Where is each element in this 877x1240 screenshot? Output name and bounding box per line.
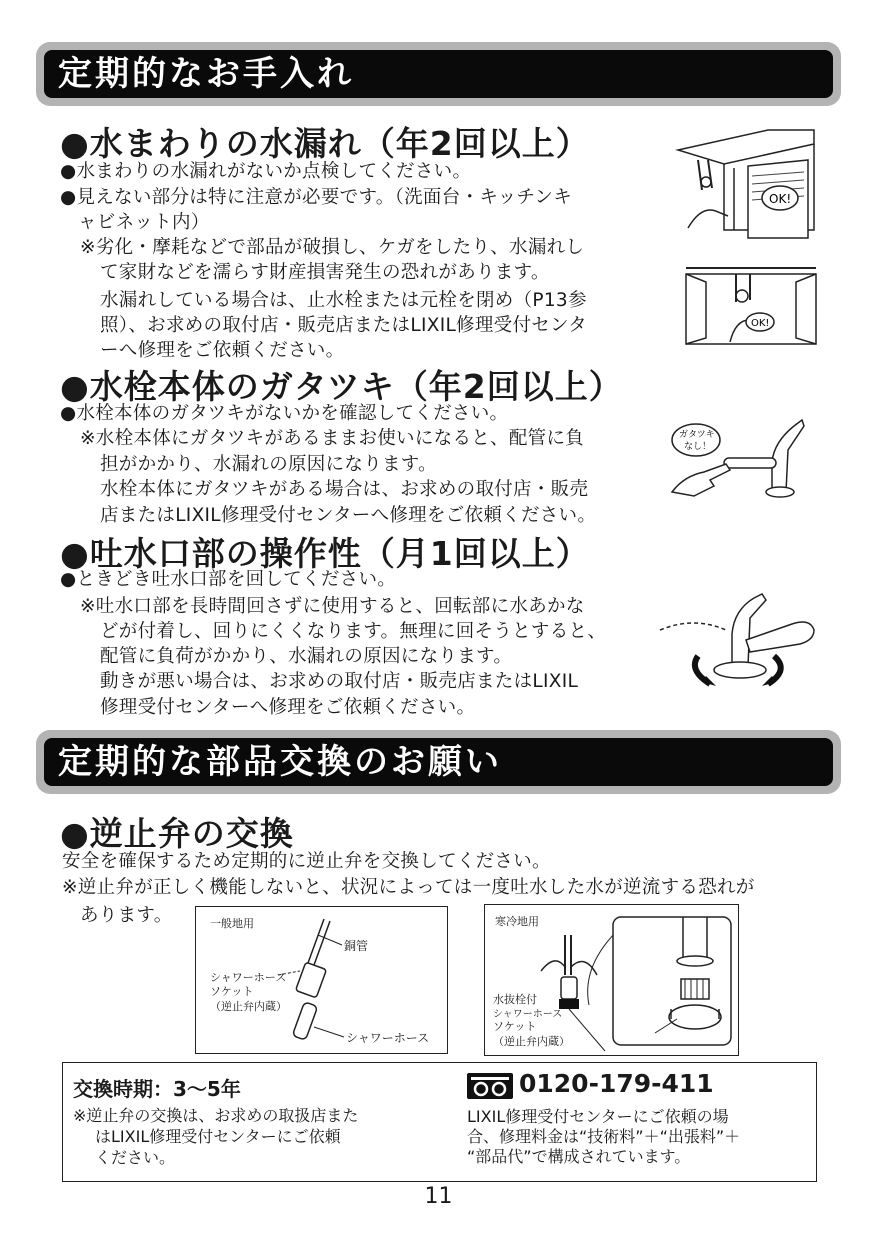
text-line: 照）、お求めの取付店・販売店またはLIXIL修理受付センタ <box>100 315 587 336</box>
figure-general-use <box>195 906 448 1054</box>
phone-note-line: 合、修理料金は“技術料”＋“出張料”＋ <box>467 1127 741 1146</box>
pipe-label: 銅管 <box>344 939 369 953</box>
text-line: て家財などを濡らす財産損害発生の恐れがあります。 <box>100 262 550 283</box>
text-line: 水栓本体にガタツキがある場合は、お求めの取付店・販売 <box>100 479 589 500</box>
bubble-label: なし！ <box>684 442 712 452</box>
text-line: ※吐水口部を長時間回さずに使用すると、回転部に水あかな <box>80 596 585 617</box>
text-line: ●水まわりの水漏れがないか点検してください。 <box>60 161 472 182</box>
section-title: 定期的な部品交換のお願い <box>44 738 833 786</box>
text-line: ●水栓本体のガタツキがないかを確認してください。 <box>60 403 509 424</box>
text-line: 修理受付センターへ修理をご依頼ください。 <box>100 697 476 718</box>
period-note-line: ※逆止弁の交換は、お求めの取扱店また <box>73 1106 359 1125</box>
section-banner-maintenance <box>36 42 841 106</box>
replacement-info-box <box>62 1062 817 1182</box>
cabinet-open-illustration <box>676 262 826 352</box>
bubble-label: ガタツキ <box>679 430 715 440</box>
text-line: 配管に負荷がかかり、水漏れの原因になります。 <box>100 646 513 667</box>
cabinet-check-illustration <box>668 120 818 248</box>
section-banner-parts-replacement <box>36 730 841 794</box>
text-line: ●見えない部分は特に注意が必要です。（洗面台・キッチンキ <box>60 187 573 208</box>
period-note-line: ください。 <box>95 1148 176 1167</box>
page-number: 11 <box>424 1184 453 1209</box>
phone-number: 0120-179-411 <box>519 1069 714 1098</box>
hose-label: シャワーホース <box>346 1031 430 1045</box>
text-line: 担がかかり、水漏れの原因になります。 <box>100 454 437 475</box>
socket-label: ソケット <box>210 985 254 998</box>
section-title: 定期的なお手入れ <box>44 50 833 98</box>
text-line: ※水栓本体にガタツキがあるままお使いになると、配管に負 <box>80 428 585 449</box>
socket-label: 水抜栓付 <box>493 993 537 1006</box>
text-line: 安全を確保するため定期的に逆止弁を交換してください。 <box>62 851 551 872</box>
text-line: 動きが悪い場合は、お求めの取付店・販売店またはLIXIL <box>100 671 579 692</box>
ok-label: OK! <box>751 318 770 329</box>
figure-title: 寒冷地用 <box>495 915 539 928</box>
socket-label: ソケット <box>493 1020 537 1033</box>
socket-label: （逆止弁内蔵） <box>210 1000 287 1013</box>
period-note-line: はLIXIL修理受付センターにご依頼 <box>95 1127 341 1146</box>
free-dial-icon <box>467 1073 513 1099</box>
text-line: あります。 <box>80 905 173 926</box>
spout-rotation-illustration <box>654 586 824 696</box>
socket-label: シャワーホース <box>210 971 287 984</box>
figure-title: 一般地用 <box>210 917 254 930</box>
heading-spout-operation: ●吐水口部の操作性（月1回以上） <box>60 534 590 573</box>
socket-label: （逆止弁内蔵） <box>493 1035 570 1048</box>
phone-note-line: “部品代”で構成されています。 <box>467 1147 691 1166</box>
text-line: 店またはLIXIL修理受付センターへ修理をご依頼ください。 <box>100 505 597 526</box>
heading-faucet-wobble: ●水栓本体のガタツキ（年2回以上） <box>60 367 623 406</box>
text-line: ャビネット内） <box>78 212 210 233</box>
phone-note-line: LIXIL修理受付センターにご依頼の場 <box>467 1107 729 1126</box>
text-line: 水漏れしている場合は、止水栓または元栓を閉め（P13参 <box>100 290 587 311</box>
replacement-period: 交換時期：3～5年 <box>73 1077 241 1101</box>
heading-water-leak: ●水まわりの水漏れ（年2回以上） <box>60 124 590 163</box>
text-line: ※逆止弁が正しく機能しないと、状況によっては一度吐水した水が逆流する恐れが <box>62 877 755 898</box>
text-line: ●ときどき吐水口部を回してください。 <box>60 569 397 590</box>
figure-cold-region <box>484 904 739 1056</box>
text-line: ーへ修理をご依頼ください。 <box>100 340 345 361</box>
ok-label: OK! <box>769 192 792 206</box>
heading-check-valve: ●逆止弁の交換 <box>60 814 294 853</box>
faucet-wobble-illustration <box>664 412 814 508</box>
text-line: ※劣化・摩耗などで部品が破損し、ケガをしたり、水漏れし <box>80 237 585 258</box>
text-line: どが付着し、回りにくくなります。無理に回そうとすると、 <box>100 621 607 642</box>
socket-label: シャワーホース <box>493 1009 563 1020</box>
